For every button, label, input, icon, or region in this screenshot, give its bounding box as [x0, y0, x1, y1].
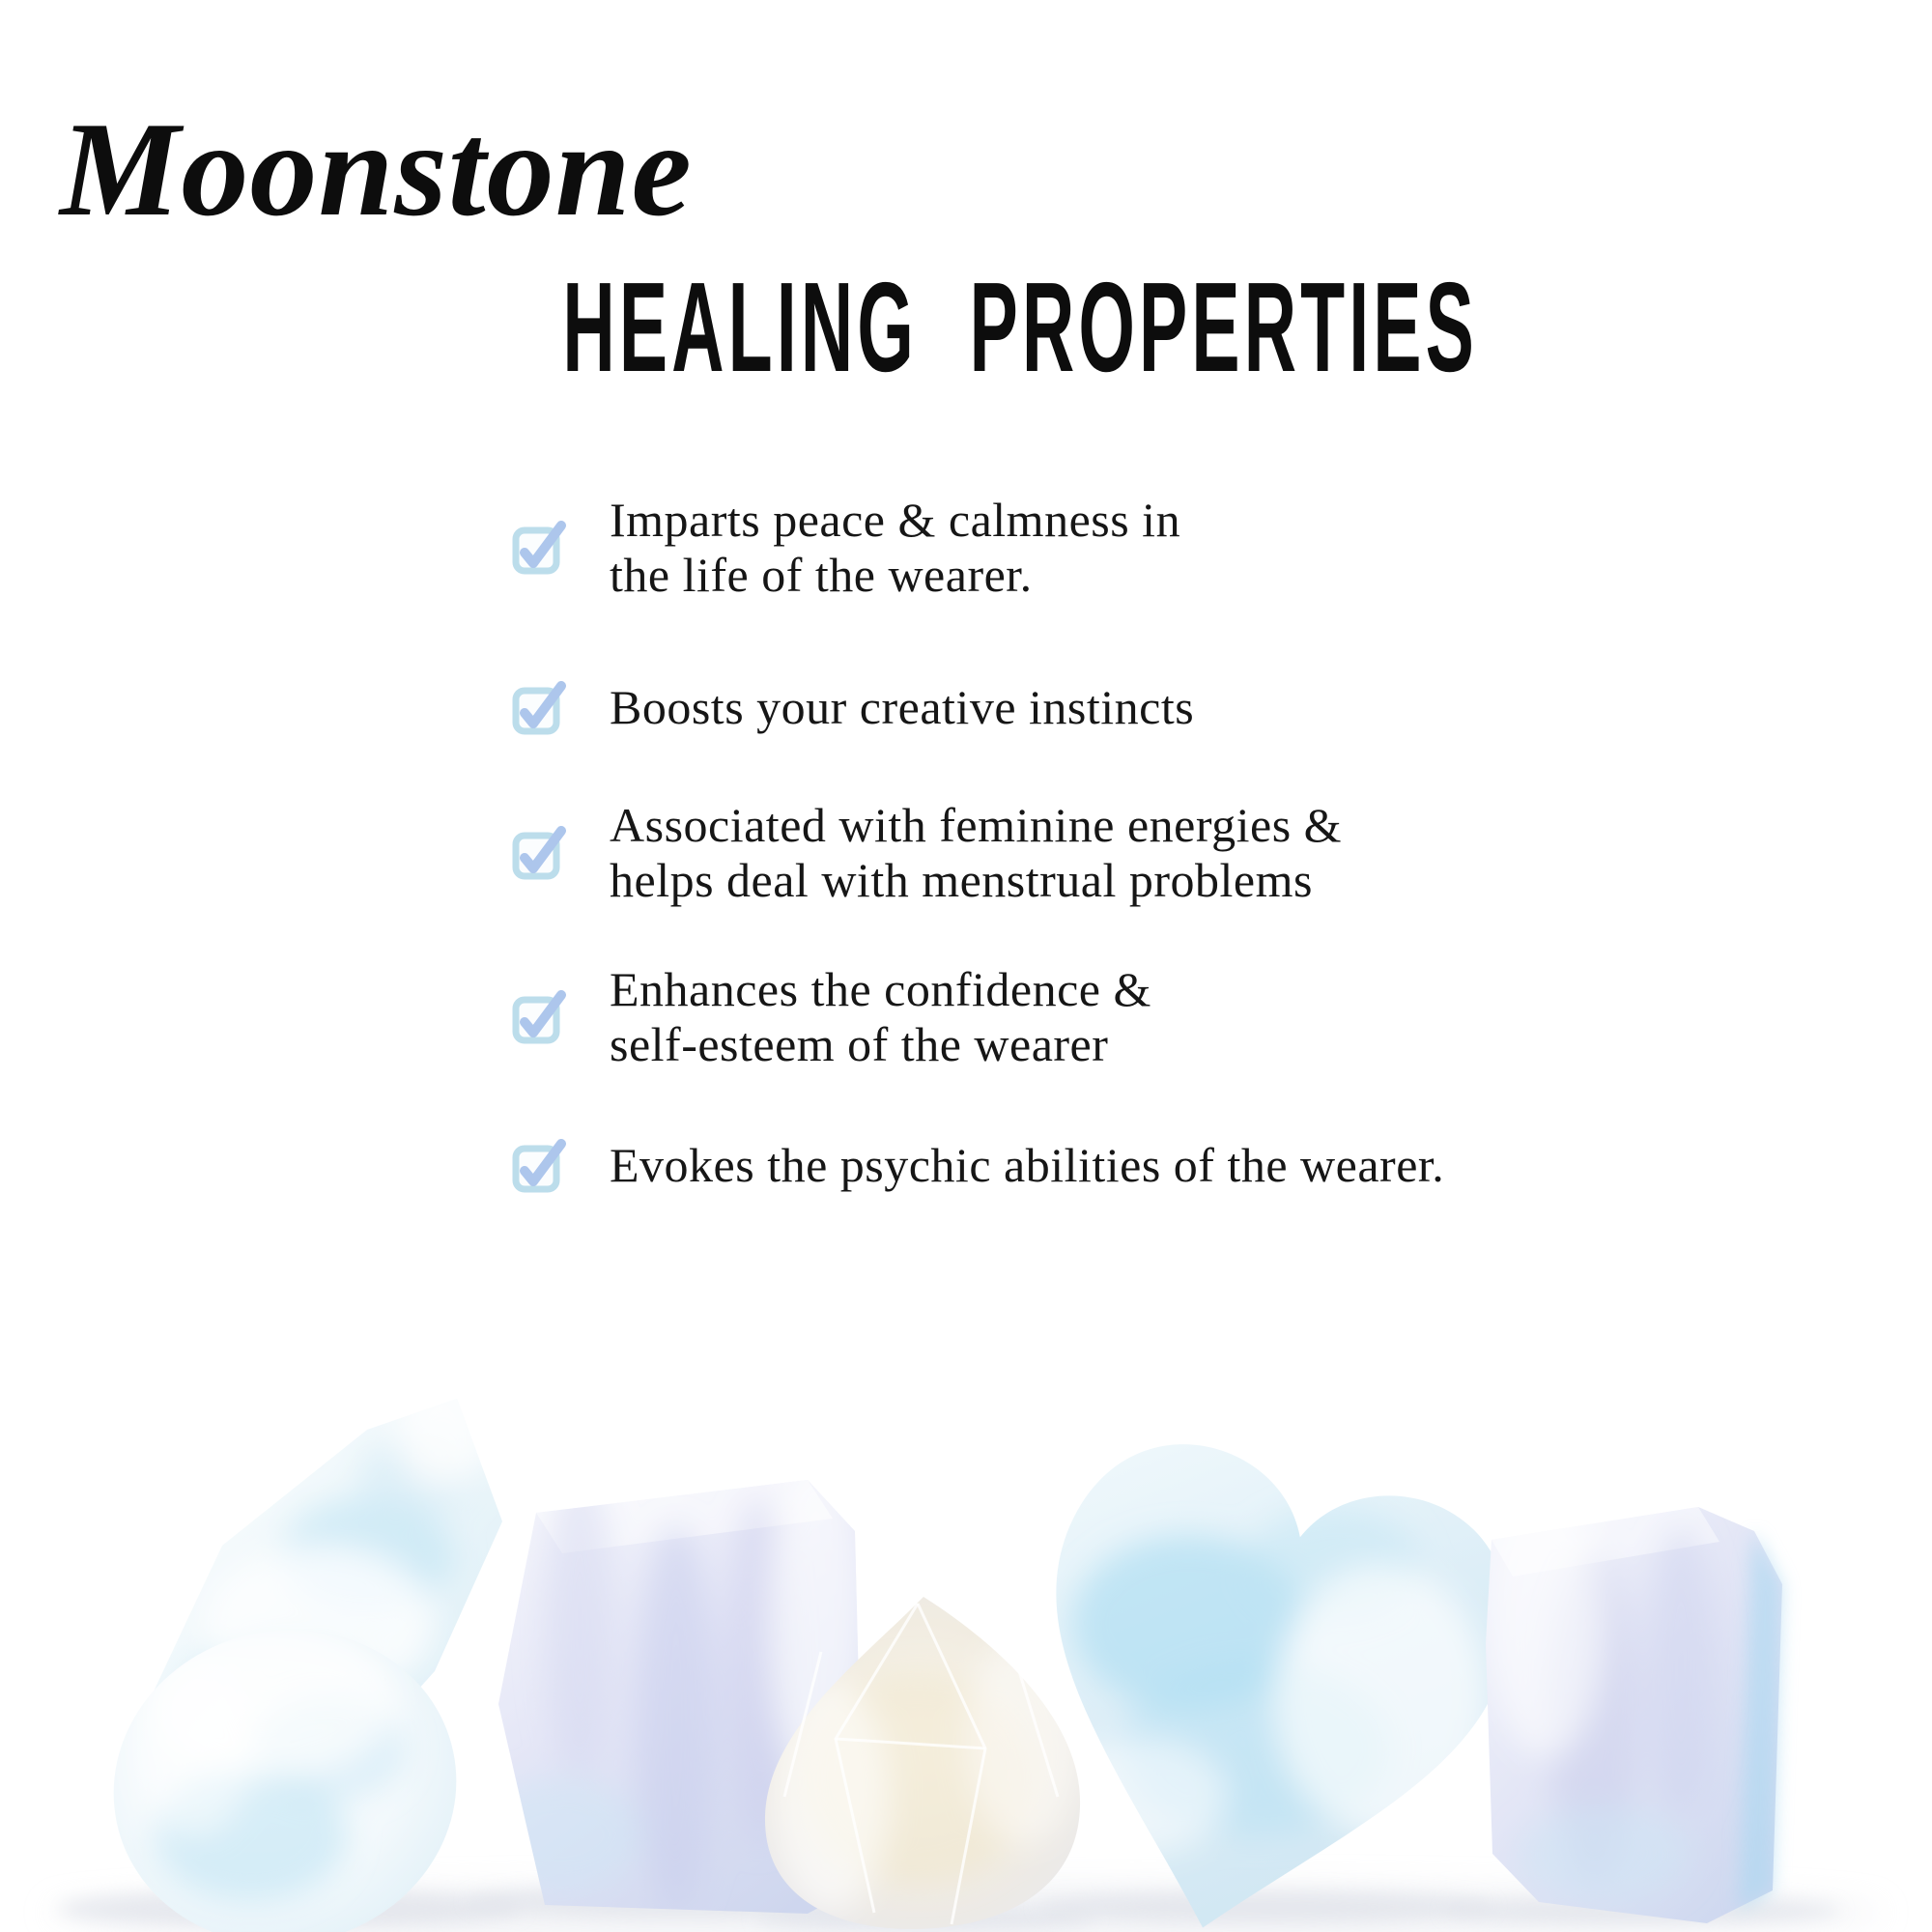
checked-checkbox-icon [511, 681, 567, 735]
property-line: the life of the wearer. [610, 548, 1033, 602]
property-text [610, 962, 1151, 1072]
checked-checkbox-icon [511, 1139, 567, 1193]
checked-checkbox-icon [511, 826, 567, 880]
property-line: Associated with feminine energies & [610, 798, 1343, 852]
emerald-cut-moonstone-gem [1486, 1488, 1782, 1923]
property-line: self-esteem of the wearer [610, 1017, 1109, 1071]
checked-checkbox-icon [511, 990, 567, 1044]
page-title: Moonstone [60, 95, 693, 244]
property-item-5 [511, 1138, 1767, 1193]
property-line: Boosts your creative instincts [610, 680, 1195, 734]
property-text [610, 1138, 1444, 1193]
property-text [610, 493, 1180, 603]
checked-checkbox-icon [511, 521, 567, 575]
property-line: Enhances the confidence & [610, 962, 1151, 1016]
page-subtitle-wrap [54, 256, 1932, 398]
property-text [610, 798, 1342, 908]
property-item-3 [511, 798, 1767, 908]
property-line: helps deal with menstrual problems [610, 853, 1313, 907]
property-item-2 [511, 680, 1767, 735]
property-item-1 [511, 493, 1767, 603]
property-item-4 [511, 962, 1767, 1072]
moonstone-gems-illustration [0, 1333, 1932, 1932]
property-line: Imparts peace & calmness in [610, 493, 1181, 547]
property-line: Evokes the psychic abilities of the wearer. [610, 1138, 1445, 1192]
page-subtitle: HEALING PROPERTIES [562, 256, 1478, 398]
property-text [610, 680, 1194, 735]
